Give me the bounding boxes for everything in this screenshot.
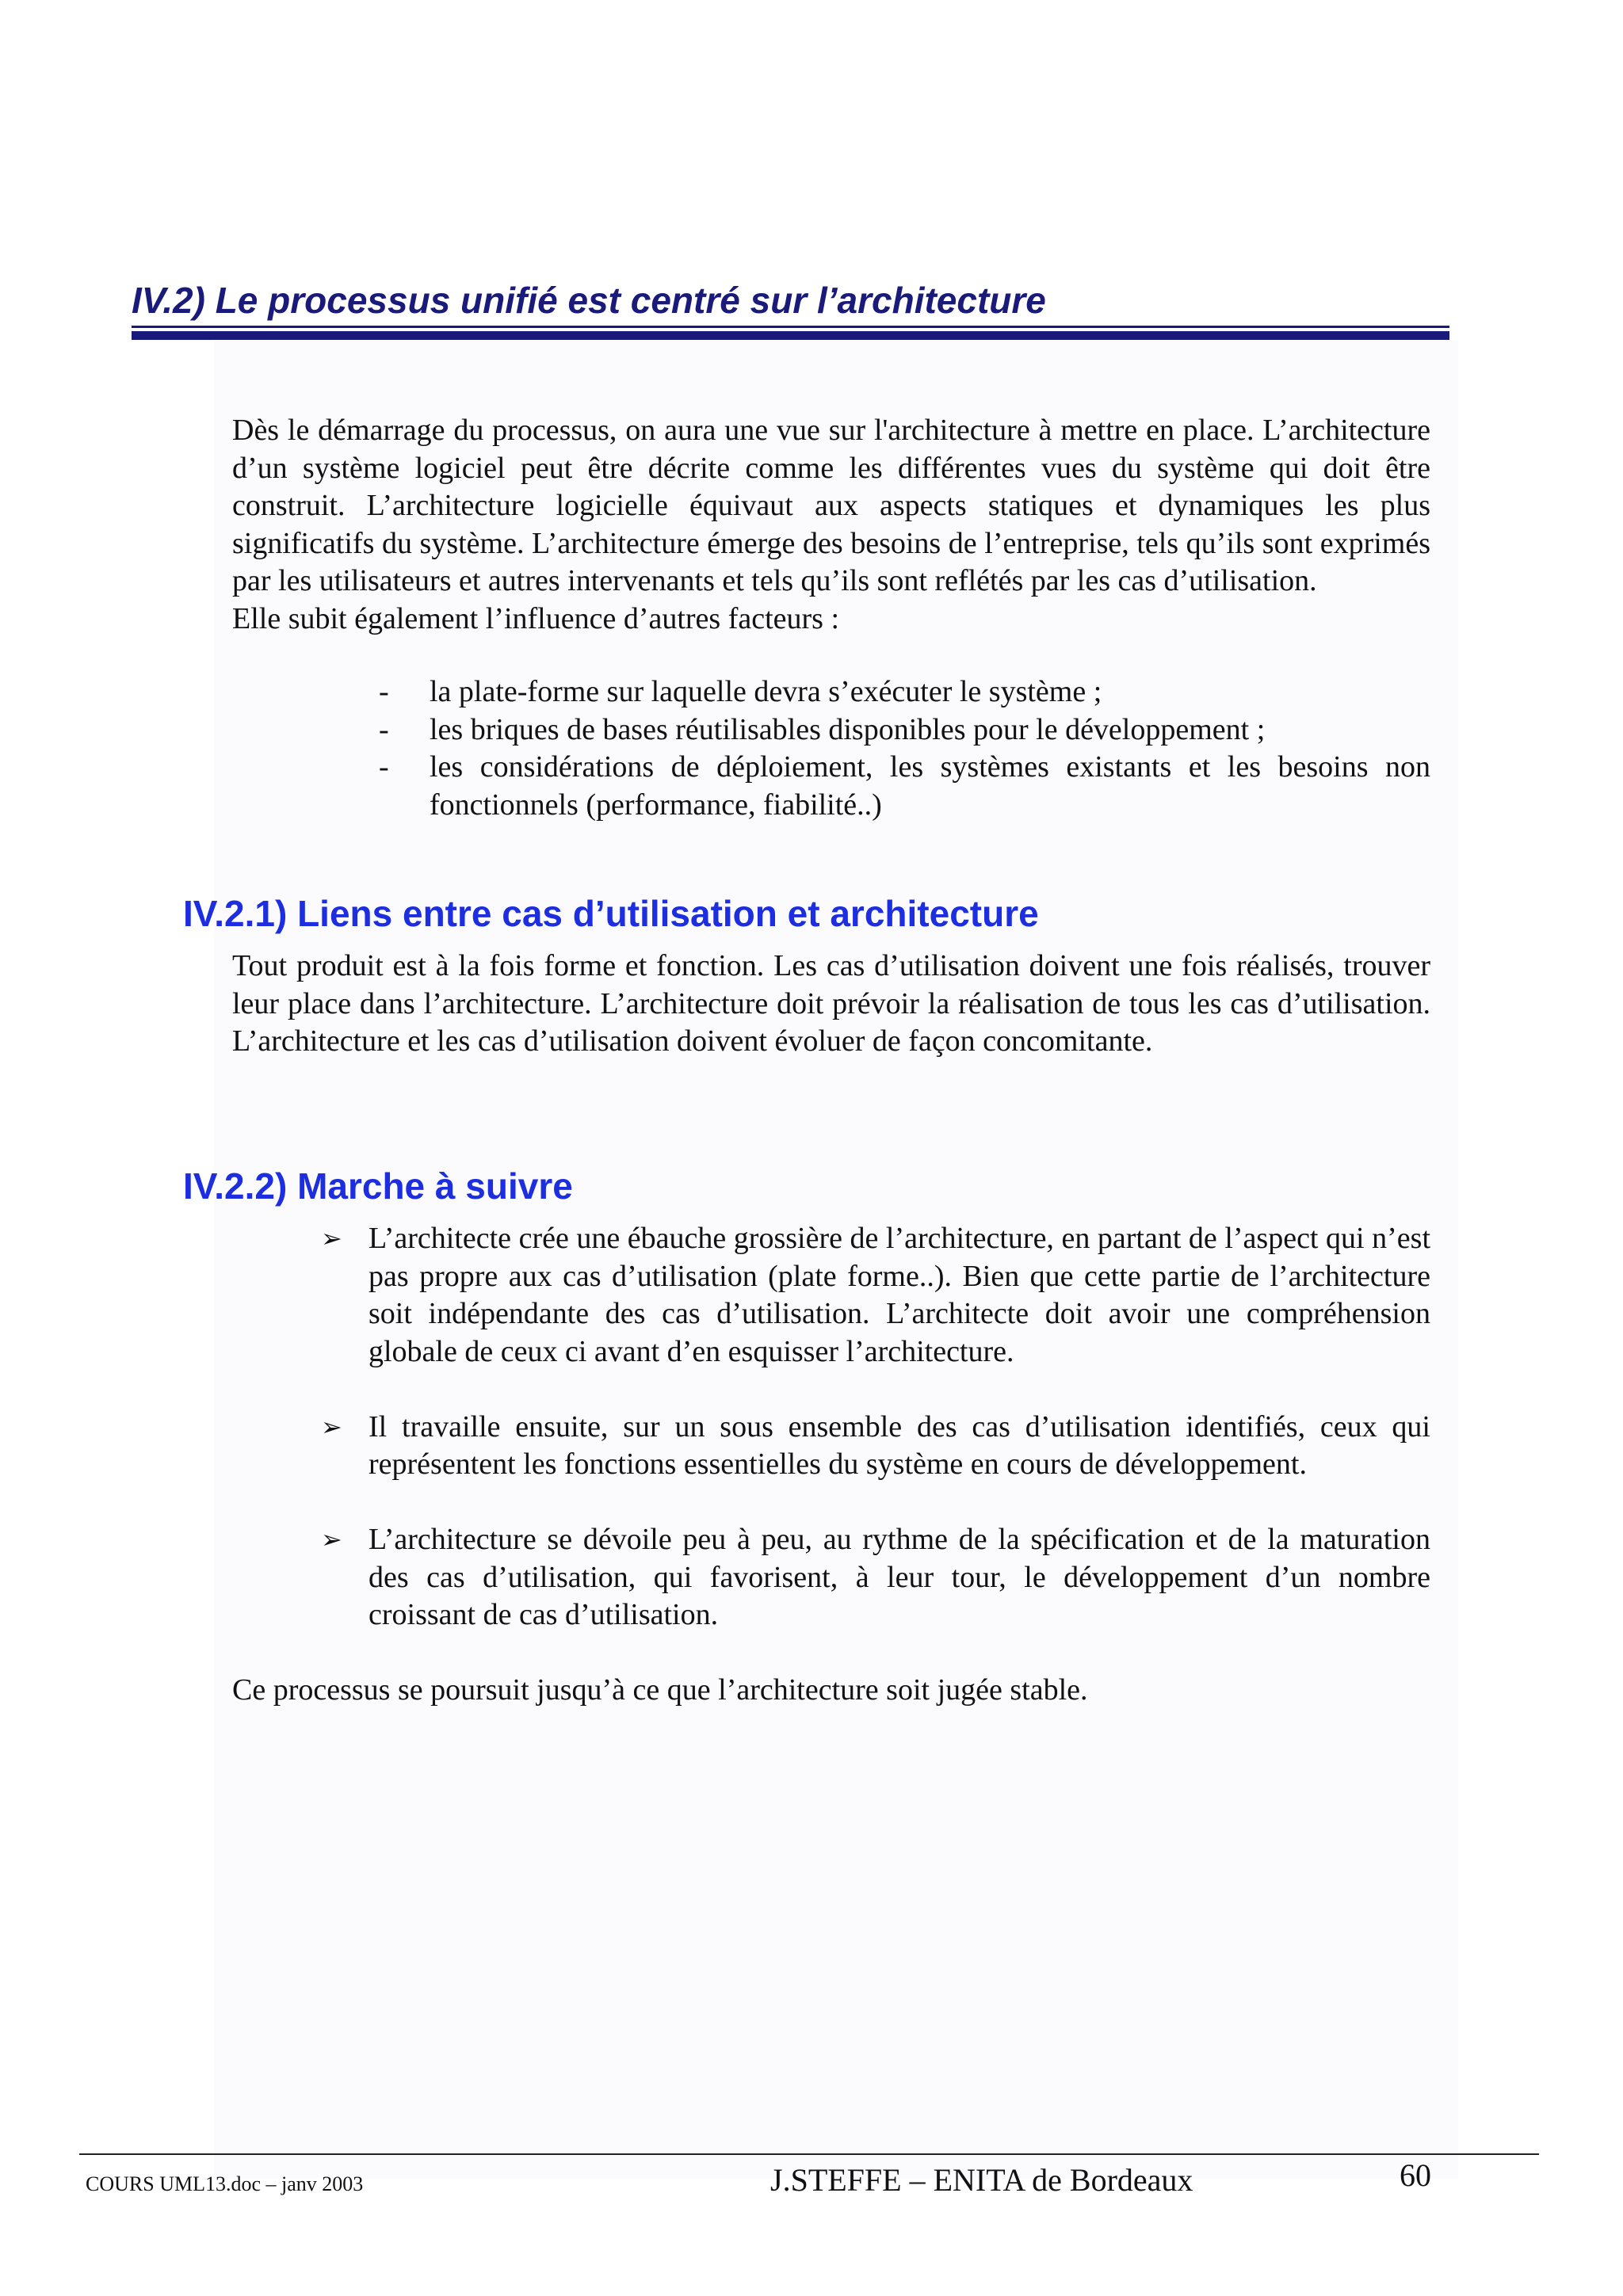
factor-text: la plate-forme sur laquelle devra s’exécuter le système ; (430, 675, 1102, 708)
intro-paragraph (232, 412, 1430, 638)
step-text: L’architecte crée une ébauche grossière de l’architecture, en partant de l’aspect qui n’est pas propre aux cas d’utilisation (plate forme..). Bien que cette partie de l’architecture soit indépendante des cas d’utilisation. L’architecte doit avoir une compréhension globale de ceux ci avant d’en esquisser l’architecture. (369, 1222, 1430, 1368)
intro-text: Dès le démarrage du processus, on aura une vue sur l'architecture à mettre en place. L’architecture d’un système logiciel peut être décrite comme les différentes vues du système qui doit être construit. L’architecture logicielle équivaut aux aspects statiques et dynamiques les plus significatifs du système. L’architecture émerge des besoins de l’entreprise, tels qu’ils sont exprimés par les utilisateurs et autres intervenants et tels qu’ils sont reflétés par les cas d’utilisation. (232, 414, 1430, 597)
title-underline-thick (132, 331, 1449, 340)
list-item (321, 1220, 1430, 1371)
influence-line: Elle subit également l’influence d’autres facteurs : (232, 601, 840, 635)
list-item (371, 749, 1430, 824)
factors-list (371, 673, 1430, 824)
arrow-bullet-icon: ➢ (321, 1223, 342, 1253)
step-text: L’architecture se dévoile peu à peu, au rythme de la spécification et de la maturation des cas d’utilisation, qui favorisent, à leur tour, le développement d’un nombre croissant de cas d’utilisation. (369, 1523, 1430, 1631)
footer-author: J.STEFFE – ENITA de Bordeaux (770, 2162, 1193, 2198)
list-item (321, 1521, 1430, 1634)
dash-marker: - (379, 712, 389, 746)
list-item (371, 673, 1430, 711)
step-text: Il travaille ensuite, sur un sous ensemble des cas d’utilisation identifiés, ceux qui représentent les fonctions essentielles du système en cours de développement. (369, 1409, 1430, 1481)
subsection-1-paragraph: Tout produit est à la fois forme et fonction. Les cas d’utilisation doivent une fois réalisés, trouver leur place dans l’architecture. L’architecture doit prévoir la réalisation de tous les cas d’utilisation. L’architecture et les cas d’utilisation doivent évoluer de façon concomitante. (232, 949, 1430, 1058)
arrow-bullet-icon: ➢ (321, 1411, 342, 1442)
arrow-bullet-icon: ➢ (321, 1524, 342, 1554)
title-underline-thin (132, 326, 1449, 328)
closing-paragraph: Ce processus se poursuit jusqu’à ce que l’architecture soit jugée stable. (232, 1673, 1088, 1707)
factor-text: les considérations de déploiement, les systèmes existants et les besoins non fonctionnels (performance, fiabilité..) (430, 750, 1430, 822)
list-item (371, 711, 1430, 749)
factor-text: les briques de bases réutilisables disponibles pour le développement ; (430, 712, 1266, 746)
subsection-2-title: IV.2.2) Marche à suivre (183, 1165, 573, 1207)
page-number: 60 (1400, 2157, 1431, 2193)
list-item (321, 1409, 1430, 1484)
footer-document-name: COURS UML13.doc – janv 2003 (86, 2172, 364, 2195)
section-title: IV.2) Le processus unifié est centré sur l’architecture (132, 280, 1046, 321)
dash-marker: - (379, 675, 389, 708)
footer-divider (79, 2153, 1539, 2155)
dash-marker: - (379, 750, 389, 784)
steps-list (321, 1220, 1430, 1672)
subsection-1-title: IV.2.1) Liens entre cas d’utilisation et architecture (183, 893, 1039, 934)
